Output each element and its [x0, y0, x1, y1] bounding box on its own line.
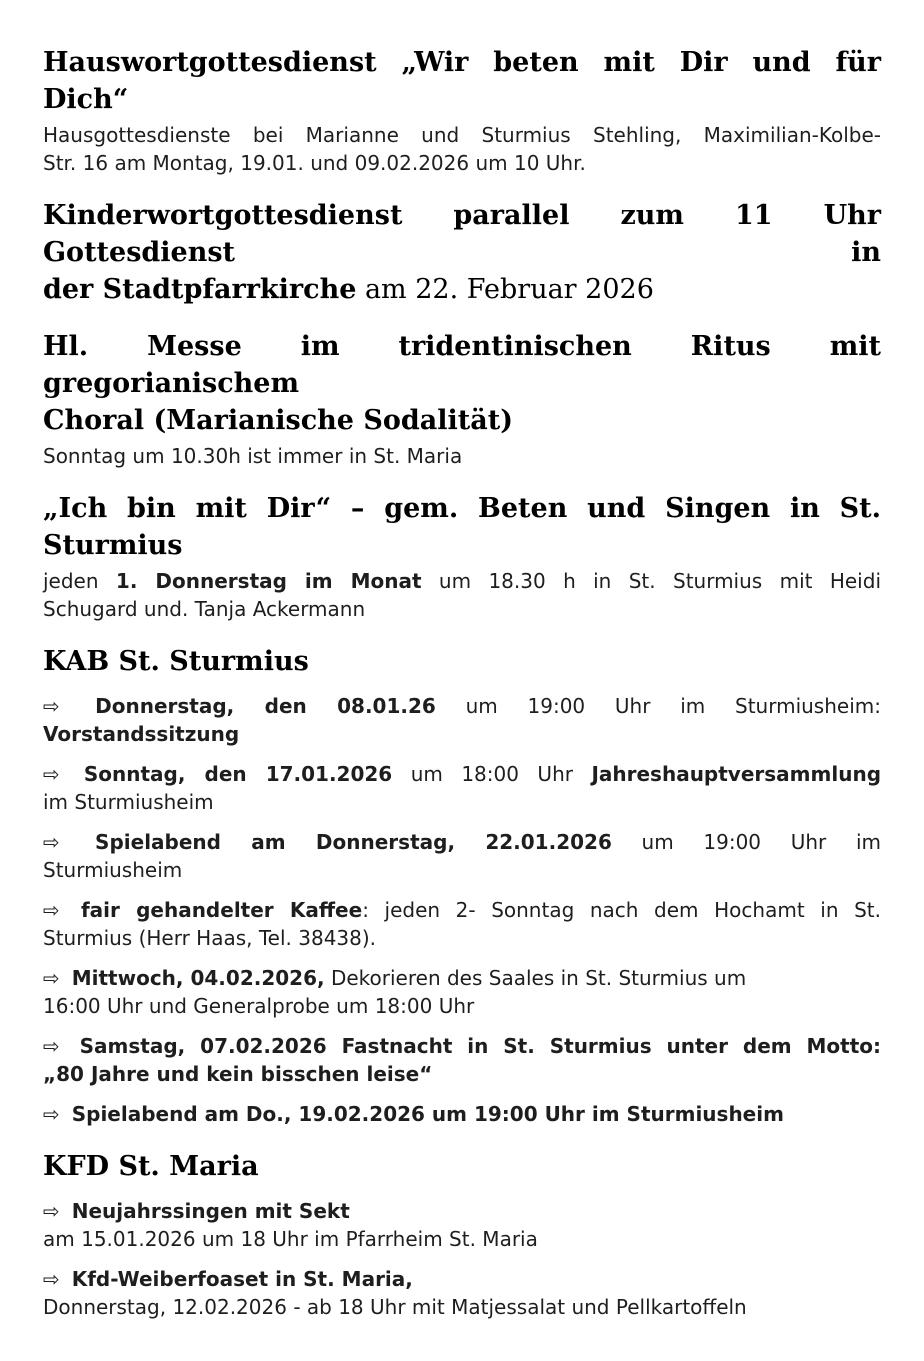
- kfd-heading: KFD St. Maria: [43, 1151, 259, 1182]
- arrow-bullet-icon: ⇨: [43, 1102, 60, 1126]
- arrow-bullet-icon: ⇨: [43, 694, 60, 718]
- kab-item-dekorieren-generalprobe: [43, 964, 881, 1020]
- text-segment: Mittwoch, 04.02.2026,: [64, 966, 325, 990]
- text-segment: Sturmiusheim: [43, 858, 183, 882]
- text-line: [43, 964, 881, 992]
- text-segment: 16:00 Uhr und Generalprobe um 18:00 Uhr: [43, 994, 475, 1018]
- text-segment: Kfd-Weiberfoaset in St. Maria,: [64, 1267, 413, 1291]
- section-ich-bin-mit-dir: [43, 490, 881, 623]
- text-segment: Choral (Marianische Sodalität): [43, 405, 513, 436]
- section-hl-messe: [43, 328, 881, 470]
- section-kfd-st-maria: [43, 1148, 881, 1321]
- kab-heading: KAB St. Sturmius: [43, 646, 309, 677]
- kab-item-fairer-kaffee: [43, 896, 881, 952]
- text-segment: um 18:00 Uhr: [392, 762, 592, 786]
- text-segment: Jahreshauptversammlung: [591, 762, 882, 786]
- text-segment: Donnerstag, den 08.01.26: [64, 694, 436, 718]
- ich-bin-mit-dir-heading: „Ich bin mit Dir“ – gem. Beten und Singen in St. Sturmius: [43, 493, 881, 561]
- text-segment: „80 Jahre und kein bisschen leise“: [43, 1062, 433, 1086]
- kab-item-spielabend-februar: [43, 1100, 881, 1128]
- text-segment: Donnerstag, 12.02.2026 - ab 18 Uhr mit Matjessalat und Pellkartoffeln: [43, 1295, 747, 1319]
- text-line: [43, 1225, 881, 1253]
- text-segment: Vorstandssitzung: [43, 722, 240, 746]
- kab-item-spielabend-januar: [43, 828, 881, 884]
- hauswortgottesdienst-heading: Hauswortgottesdienst „Wir beten mit Dir und für Dich“: [43, 47, 881, 115]
- text-segment: der Stadtpfarrkirche: [43, 274, 357, 305]
- text-line: [43, 1100, 881, 1128]
- text-segment: Spielabend am Do., 19.02.2026 um 19:00 Uhr im Sturmiusheim: [64, 1102, 784, 1126]
- text-line: [43, 567, 881, 595]
- text-line: [43, 856, 881, 884]
- text-line: [43, 992, 881, 1020]
- text-segment: Schugard und. Tanja Ackermann: [43, 597, 366, 621]
- text-segment: Kinderwortgottesdienst parallel zum 11 Uhr Gottesdienst in: [43, 200, 881, 268]
- text-line: [43, 1060, 881, 1088]
- hl-messe-heading: [43, 328, 881, 439]
- arrow-bullet-icon: ⇨: [43, 830, 60, 854]
- text-line: [43, 692, 881, 720]
- text-segment: Hausgottesdienste bei Marianne und Sturmius Stehling, Maximilian-Kolbe-: [43, 123, 881, 147]
- text-segment: Spielabend am Donnerstag, 22.01.2026: [64, 830, 612, 854]
- kab-item-jahreshauptversammlung: [43, 760, 881, 816]
- text-line: [43, 1293, 881, 1321]
- text-segment: um 18.30 h in St. Sturmius mit Heidi: [421, 569, 881, 593]
- text-segment: fair gehandelter Kaffee: [64, 898, 363, 922]
- text-line: [43, 402, 881, 439]
- ich-bin-mit-dir-body: [43, 567, 881, 623]
- text-line: [43, 1197, 881, 1225]
- kinderwortgottesdienst-heading: [43, 197, 881, 308]
- text-line: [43, 328, 881, 402]
- arrow-bullet-icon: ⇨: [43, 1034, 60, 1058]
- text-line: [43, 149, 881, 177]
- hauswortgottesdienst-body: [43, 121, 881, 177]
- arrow-bullet-icon: ⇨: [43, 1199, 60, 1223]
- kab-item-fastnacht: [43, 1032, 881, 1088]
- text-line: [43, 595, 881, 623]
- text-segment: um 19:00 Uhr im Sturmiusheim:: [435, 694, 881, 718]
- arrow-bullet-icon: ⇨: [43, 1267, 60, 1291]
- hl-messe-body: Sonntag um 10.30h ist immer in St. Maria: [43, 444, 463, 468]
- text-line: [43, 121, 881, 149]
- text-segment: Samstag, 07.02.2026 Fastnacht in St. Sturmius unter dem Motto:: [64, 1034, 881, 1058]
- kab-item-vorstandssitzung: [43, 692, 881, 748]
- text-segment: am 22. Februar 2026: [356, 274, 654, 305]
- text-line: [43, 197, 881, 271]
- text-segment: jeden: [43, 569, 116, 593]
- text-segment: Neujahrssingen mit Sekt: [64, 1199, 350, 1223]
- text-line: [43, 720, 881, 748]
- text-line: [43, 1265, 881, 1293]
- text-segment: am 15.01.2026 um 18 Uhr im Pfarrheim St. Maria: [43, 1227, 538, 1251]
- text-line: [43, 760, 881, 788]
- text-segment: Dekorieren des Saales in St. Sturmius um: [324, 966, 747, 990]
- kfd-item-neujahrssingen: [43, 1197, 881, 1253]
- kfd-item-weiberfoaset: [43, 1265, 881, 1321]
- text-line: [43, 924, 881, 952]
- text-segment: 1. Donnerstag im Monat: [115, 569, 422, 593]
- text-segment: Str. 16 am Montag, 19.01. und 09.02.2026 um 10 Uhr.: [43, 151, 586, 175]
- text-segment: im Sturmiusheim: [43, 790, 214, 814]
- text-line: [43, 271, 881, 308]
- text-line: [43, 1032, 881, 1060]
- text-segment: Hl. Messe im tridentinischen Ritus mit gregorianischem: [43, 331, 881, 399]
- section-kinderwortgottesdienst: [43, 197, 881, 308]
- text-segment: Sturmius (Herr Haas, Tel. 38438).: [43, 926, 377, 950]
- section-kab-st-sturmius: [43, 643, 881, 1128]
- text-line: [43, 828, 881, 856]
- arrow-bullet-icon: ⇨: [43, 898, 60, 922]
- text-line: [43, 896, 881, 924]
- text-segment: : jeden 2- Sonntag nach dem Hochamt in St.: [362, 898, 881, 922]
- arrow-bullet-icon: ⇨: [43, 966, 60, 990]
- text-segment: um 19:00 Uhr im: [611, 830, 881, 854]
- text-segment: Sonntag, den 17.01.2026: [64, 762, 393, 786]
- text-line: [43, 788, 881, 816]
- arrow-bullet-icon: ⇨: [43, 762, 60, 786]
- section-hauswortgottesdienst: [43, 44, 881, 177]
